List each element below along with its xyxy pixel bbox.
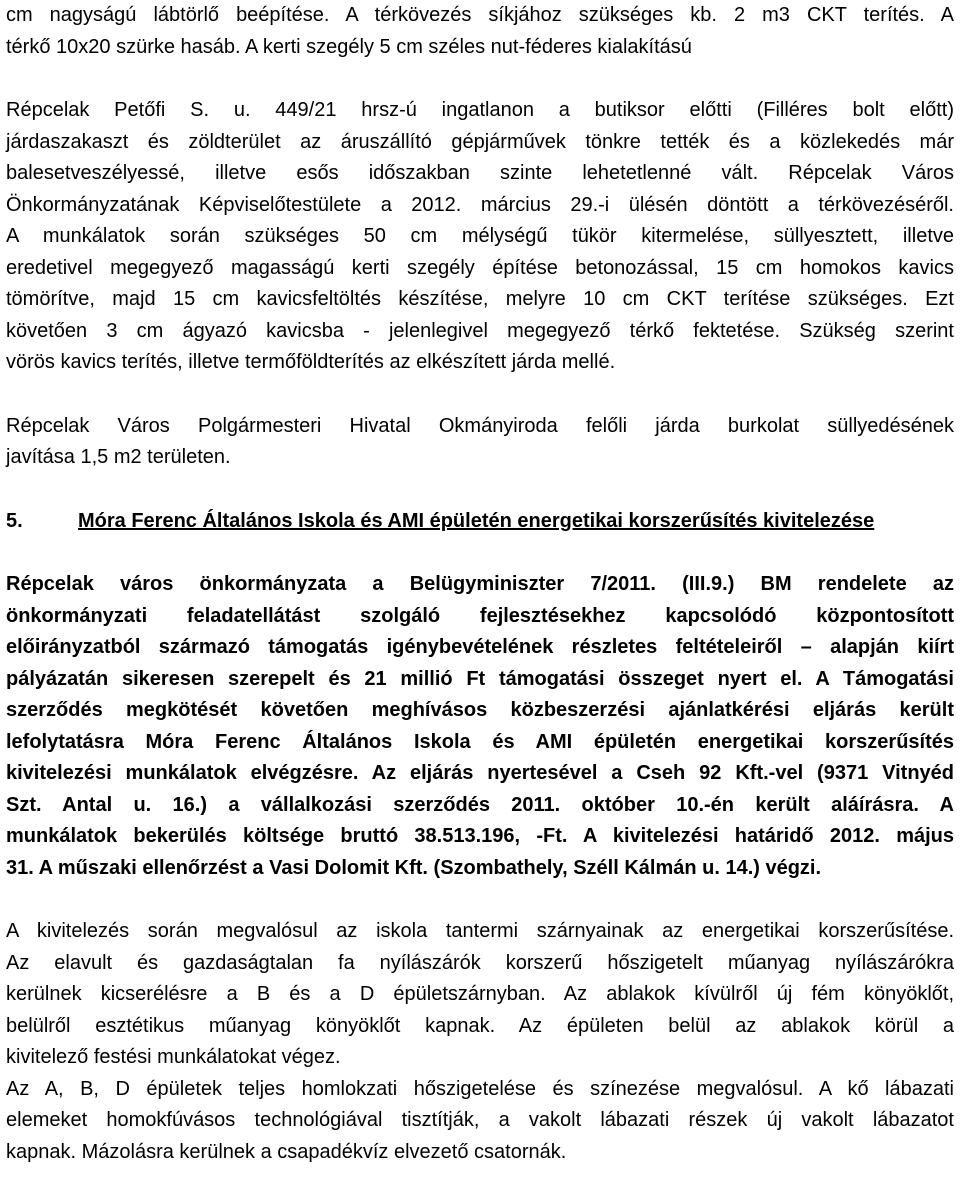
text-line: elemeket homokfúvásos technológiával tisztítják, a vakolt lábazati részek új vakolt lábazatot bbox=[6, 1109, 954, 1131]
text-line: Az elavult és gazdaságtalan fa nyílászárók korszerű hőszigetelt műanyag nyílászárókra bbox=[6, 951, 954, 974]
text-line: A munkálatok során szükséges 50 cm mélységű tükör kitermelése, süllyesztett, illetve bbox=[6, 225, 954, 247]
text-line: Az A, B, D épületek teljes homlokzati hőszigetelése és színezése megvalósul. A kő lábazati bbox=[6, 1077, 954, 1100]
text-line: eredetivel megegyező magasságú kerti szegély építése betonozással, 15 cm homokos kavics bbox=[6, 256, 954, 279]
text-line: Répcelak város önkormányzata a Belügyminiszter 7/2011. (III.9.) BM rendelete az bbox=[6, 573, 954, 595]
text-line: térkő 10x20 szürke hasáb. A kerti szegély 5 cm széles nut-féderes kialakítású bbox=[6, 35, 692, 58]
text-line: javítása 1,5 m2 területen. bbox=[6, 446, 231, 468]
text-line: lefolytatásra Móra Ferenc Általános Iskola és AMI épületén energetikai korszerűsítés bbox=[6, 730, 954, 753]
paragraph-petofi bbox=[6, 95, 954, 379]
paragraph-homlokzat bbox=[6, 1074, 954, 1169]
section-number: 5. bbox=[6, 509, 23, 532]
text-line: cm nagyságú lábtörlő beépítése. A térkövezés síkjához szükséges kb. 2 m3 CKT terítés. A bbox=[6, 4, 954, 26]
text-line: Önkormányzatának Képviselőtestülete a 2012. március 29.-i ülésén döntött a térkövezéséről. bbox=[6, 193, 954, 216]
paragraph-tender bbox=[6, 569, 954, 884]
paragraph-kivitelezes bbox=[6, 916, 954, 1074]
text-line: előirányzatból származó támogatás igénybevételének részletes feltételeiről – alapján kiírt bbox=[6, 636, 954, 658]
text-line: pályázatán sikeresen szerepelt és 21 millió Ft támogatási összeget nyert el. A Támogatási bbox=[6, 667, 954, 690]
text-line: A kivitelezés során megvalósul az iskola tantermi szárnyainak az energetikai korszerűsítése. bbox=[6, 920, 954, 942]
text-line: követően 3 cm ágyazó kavicsba - jelenlegivel megegyező térkő fektetése. Szükség szerint bbox=[6, 319, 954, 342]
paragraph-intro bbox=[6, 0, 954, 63]
text-line: Répcelak Petőfi S. u. 449/21 hrsz-ú ingatlanon a butiksor előtti (Filléres bolt előtt) bbox=[6, 99, 954, 121]
paragraph-okmanyiroda bbox=[6, 411, 954, 474]
text-line: 31. A műszaki ellenőrzést a Vasi Dolomit Kft. (Szombathely, Széll Kálmán u. 14.) végzi. bbox=[6, 856, 822, 879]
text-line: munkálatok bekerülés költsége bruttó 38.513.196, -Ft. A kivitelezési határidő 2012. május bbox=[6, 825, 954, 847]
text-line: Szt. Antal u. 16.) a vállalkozási szerződés 2011. október 10.-én került aláírásra. A bbox=[6, 793, 954, 816]
text-line: belülről esztétikus műanyag könyöklőt kapnak. Az épületen belül az ablakok körül a bbox=[6, 1014, 954, 1037]
text-line: szerződés megkötését követően meghívásos közbeszerzési ajánlatkérési eljárás került bbox=[6, 699, 954, 721]
text-line: Répcelak Város Polgármesteri Hivatal Okmányiroda felőli járda burkolat süllyedésének bbox=[6, 414, 954, 437]
text-line: tömörítve, majd 15 cm kavicsfeltöltés készítése, melyre 10 cm CKT terítése szükséges. Ezt bbox=[6, 288, 954, 310]
text-line: kerülnek kicserélésre a B és a D épületszárnyban. Az ablakok kívülről új fém könyöklőt, bbox=[6, 983, 954, 1005]
text-line: kivitelező festési munkálatokat végez. bbox=[6, 1046, 341, 1068]
text-line: önkormányzati feladatellátást szolgáló fejlesztésekhez kapcsolódó központosított bbox=[6, 604, 954, 627]
text-line: járdaszakaszt és zöldterület az áruszállító gépjárművek tönkre tették és a közlekedés már bbox=[6, 130, 954, 153]
text-line: balesetveszélyessé, illetve esős időszakban szinte lehetetlenné vált. Répcelak Város bbox=[6, 162, 954, 184]
section-heading bbox=[6, 506, 954, 538]
text-line: kivitelezési munkálatok elvégzésre. Az eljárás nyertesével a Cseh 92 Kft.-vel (9371 Vitnyéd bbox=[6, 762, 954, 784]
text-line: vörös kavics terítés, illetve termőföldterítés az elkészített járda mellé. bbox=[6, 351, 616, 373]
section-title: Móra Ferenc Általános Iskola és AMI épületén energetikai korszerűsítés kivitelezése bbox=[78, 509, 875, 532]
text-line: kapnak. Mázolásra kerülnek a csapadékvíz elvezető csatornák. bbox=[6, 1140, 567, 1163]
